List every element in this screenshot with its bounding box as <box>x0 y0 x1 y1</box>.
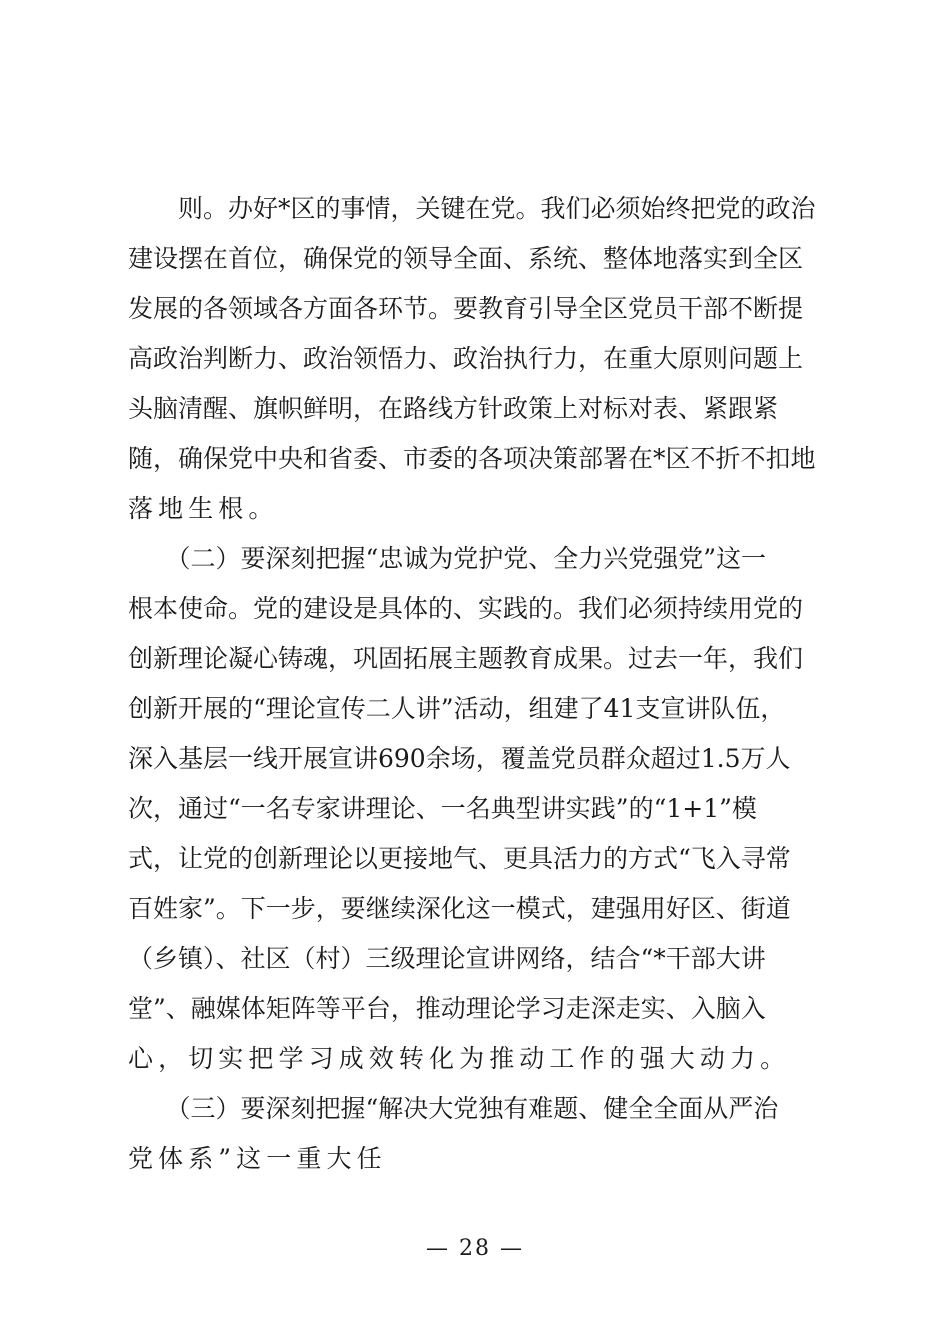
text-line-8: （二）要深刻把握“忠诚为党护党、全力兴党强党”这一 <box>128 544 767 573</box>
text-line-7: 落地生根。 <box>128 494 279 523</box>
page-number: — 28 — <box>426 1236 524 1261</box>
text-line-14: 式，让党的创新理论以更接地气、更具活力的方式“飞入寻常 <box>128 844 791 873</box>
text-line-6: 随，确保党中央和省委、市委的各项决策部署在*区不折不扣地 <box>128 444 816 473</box>
text-line-4: 高政治判断力、政治领悟力、政治执行力，在重大原则问题上 <box>128 344 804 373</box>
text-line-16: （乡镇）、社区（村）三级理论宣讲网络，结合“*干部大讲 <box>128 944 766 973</box>
text-line-5: 头脑清醒、旗帜鲜明，在路线方针政策上对标对表、紧跟紧 <box>128 394 779 423</box>
text-line-17: 堂”、融媒体矩阵等平台，推动理论学习走深走实、入脑入 <box>128 994 766 1023</box>
text-line-15: 百姓家”。下一步，要继续深化这一模式，建强用好区、街道 <box>128 894 791 923</box>
text-line-9: 根本使命。党的建设是具体的、实践的。我们必须持续用党的 <box>128 594 804 623</box>
text-line-2: 建设摆在首位，确保党的领导全面、系统、整体地落实到全区 <box>128 244 804 273</box>
text-line-20: 党体系”这一重大任 <box>128 1144 387 1173</box>
text-line-11: 创新开展的“理论宣传二人讲”活动，组建了41支宣讲队伍， <box>128 694 786 723</box>
text-line-19: （三）要深刻把握“解决大党独有难题、健全全面从严治 <box>128 1094 779 1123</box>
text-line-18: 心，切实把学习成效转化为推动工作的强大动力。 <box>128 1044 791 1073</box>
text-line-13: 次，通过“一名专家讲理论、一名典型讲实践”的“1+1”模 <box>128 794 757 823</box>
text-line-12: 深入基层一线开展宣讲690余场，覆盖党员群众超过1.5万人 <box>128 744 791 773</box>
text-line-1: 则。办好*区的事情，关键在党。我们必须始终把党的政治 <box>128 194 816 223</box>
text-line-10: 创新理论凝心铸魂，巩固拓展主题教育成果。过去一年，我们 <box>128 644 804 673</box>
text-line-3: 发展的各领域各方面各环节。要教育引导全区党员干部不断提 <box>128 294 804 323</box>
body-text <box>128 184 828 1184</box>
